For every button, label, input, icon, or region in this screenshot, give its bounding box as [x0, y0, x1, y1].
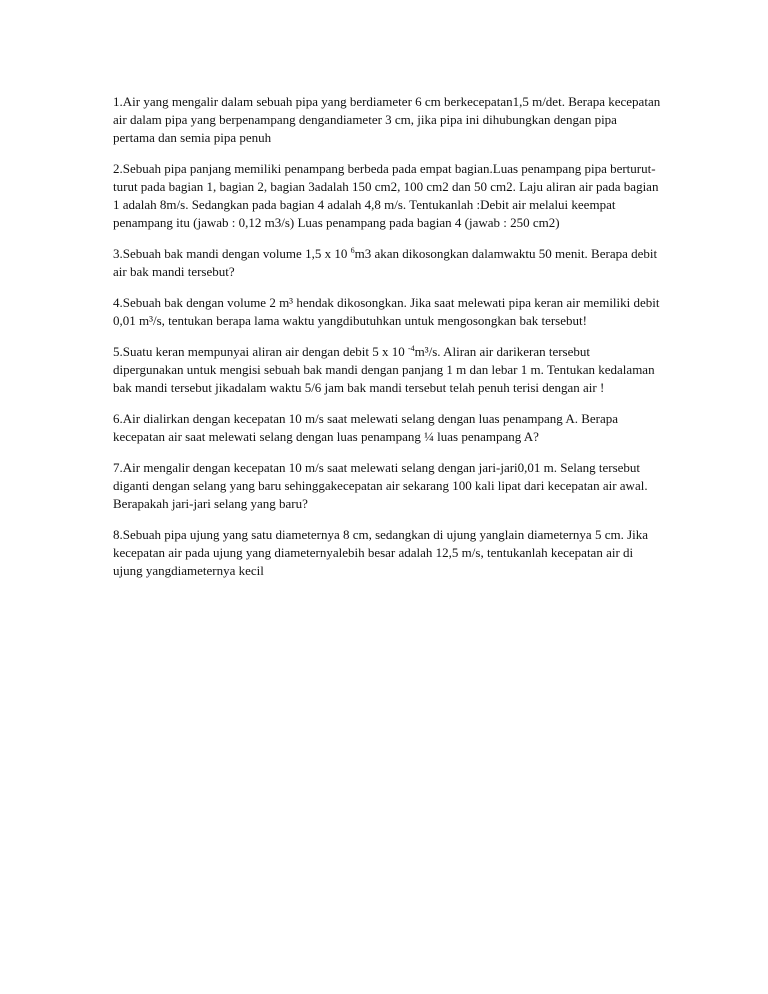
question-1: 1.Air yang mengalir dalam sebuah pipa yang berdiameter 6 cm berkecepatan1,5 m/det. Berapa kecepatan air dalam pipa yang berpenampang dengandiameter 3 cm, jika pipa ini dihubungkan dengan pipa pertama dan semia pipa penuh	[113, 94, 661, 145]
question-7: 7.Air mengalir dengan kecepatan 10 m/s saat melewati selang dengan jari-jari0,01 m. Selang tersebut diganti dengan selang yang baru sehinggakecepatan air sekarang 100 kali lipat dari kecepatan air awal. Berapakah jari-jari selang yang baru?	[113, 460, 648, 511]
question-5-text-before: 5.Suatu keran mempunyai aliran air dengan debit 5 x 10	[113, 344, 408, 359]
question-3-text-before: 3.Sebuah bak mandi dengan volume 1,5 x 10	[113, 246, 351, 261]
question-6: 6.Air dialirkan dengan kecepatan 10 m/s saat melewati selang dengan luas penampang A. Berapa kecepatan air saat melewati selang dengan luas penampang ¼ luas penampang A?	[113, 411, 619, 444]
question-5	[113, 343, 661, 397]
question-2: 2.Sebuah pipa panjang memiliki penampang berbeda pada empat bagian.Luas penampang pipa berturut-turut pada bagian 1, bagian 2, bagian 3adalah 150 cm2, 100 cm2 dan 50 cm2. Laju aliran air pada bagian 1 adalah 8m/s. Sedangkan pada bagian 4 adalah 4,8 m/s. Tentukanlah :Debit air melalui keempat penampang itu (jawab : 0,12 m3/s) Luas penampang pada bagian 4 (jawab : 250 cm2)	[113, 161, 659, 230]
document-body	[113, 93, 661, 593]
question-4: 4.Sebuah bak dengan volume 2 m³ hendak dikosongkan. Jika saat melewati pipa keran air memiliki debit 0,01 m³/s, tentukan berapa lama waktu yangdibutuhkan untuk mengosongkan bak tersebut!	[113, 295, 660, 328]
question-8: 8.Sebuah pipa ujung yang satu diameternya 8 cm, sedangkan di ujung yanglain diameternya 5 cm. Jika kecepatan air pada ujung yang diameternyalebih besar adalah 12,5 m/s, tentukanlah kecepatan air di ujung yangdiameternya kecil	[113, 527, 649, 578]
question-5-text-after: m³/s. Aliran air darikeran tersebut dipergunakan untuk mengisi sebuah bak mandi dengan panjang 1 m dan lebar 1 m. Tentukan kedalaman bak mandi tersebut jikadalam waktu 5/6 jam bak mandi tersebut telah penuh terisi dengan air !	[113, 344, 655, 395]
question-3-exponent: 6	[350, 246, 355, 255]
question-3-text-after: m3 akan dikosongkan dalamwaktu 50 menit. Berapa debit air bak mandi tersebut?	[113, 246, 658, 279]
question-5-exponent: -4	[407, 344, 415, 353]
question-3	[113, 245, 661, 281]
